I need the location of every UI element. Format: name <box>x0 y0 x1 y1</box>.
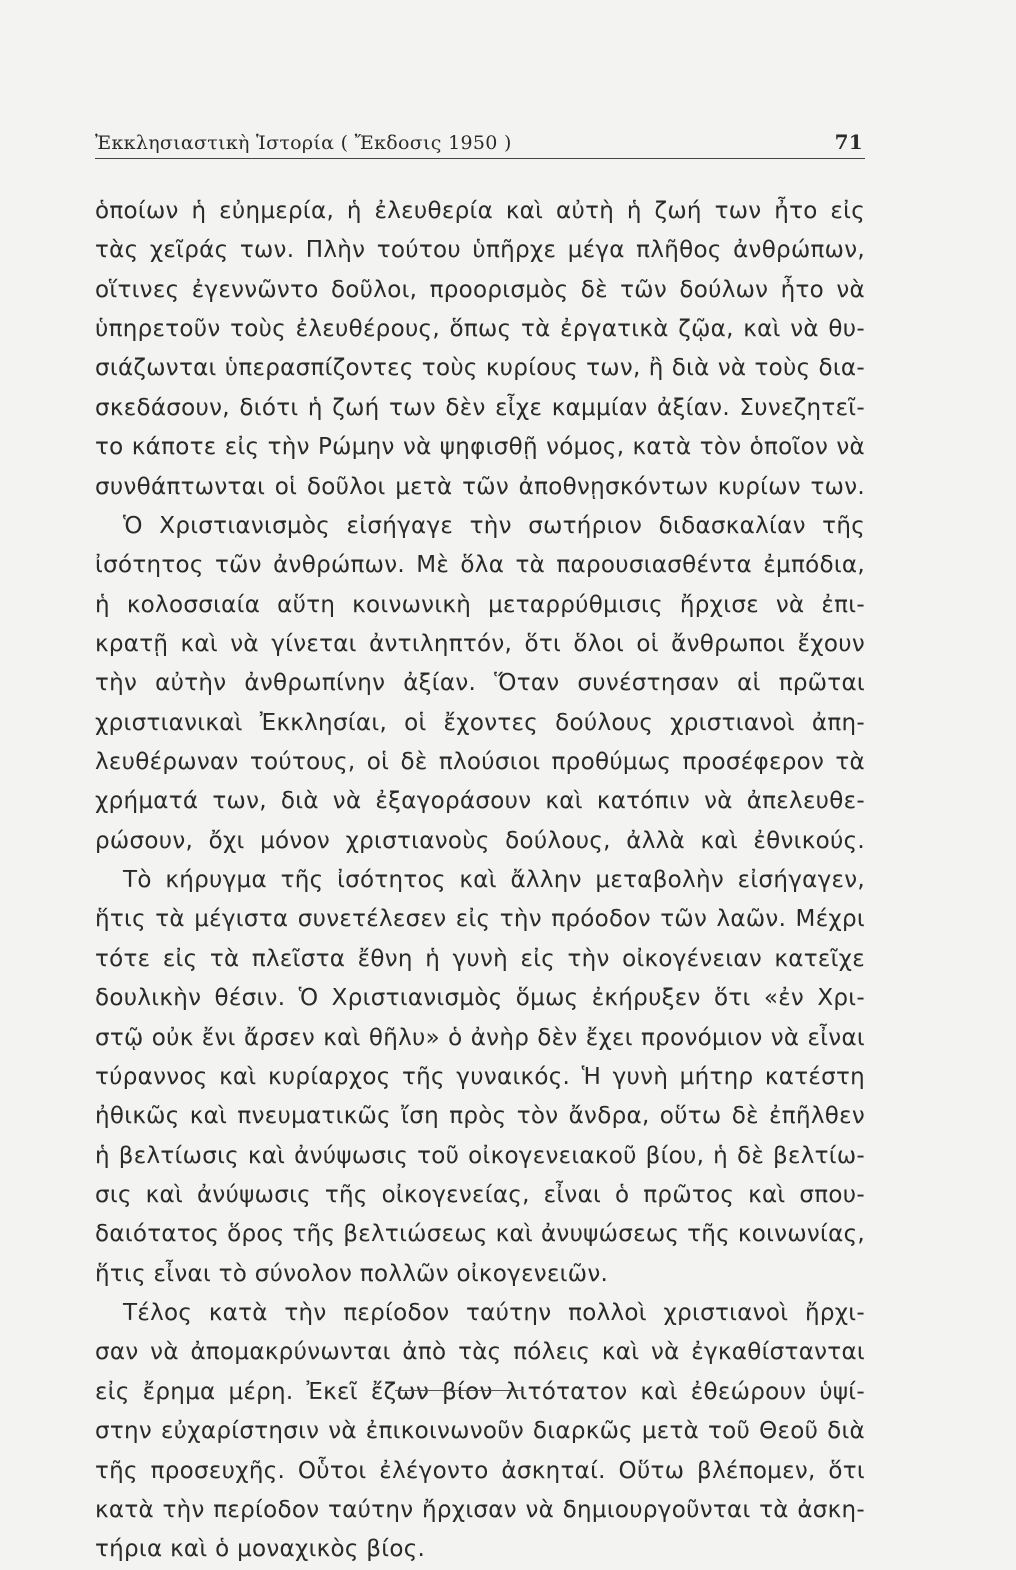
text-line: ἥτις εἶναι τὸ σύνολον πολλῶν οἰκογενειῶν. <box>95 1260 609 1287</box>
body-text <box>95 192 865 1570</box>
text-line: σκεδάσουν, διότι ἡ ζωή των δὲν εἶχε καμμίαν ἀξίαν. Συνεζητεῖ- <box>95 394 865 421</box>
text-line: τότε εἰς τὰ πλεῖστα ἔθνη ἡ γυνὴ εἰς τὴν οἰκογένειαν κατεῖχε <box>95 945 865 972</box>
text-line: οἵτινες ἐγεννῶντο δοῦλοι, προορισμὸς δὲ τῶν δούλων ἦτο νὰ <box>95 276 865 303</box>
text-line: στῷ οὐκ ἔνι ἄρσεν καὶ θῆλυ» ὁ ἀνὴρ δὲν ἔχει προνόμιον νὰ εἶναι <box>95 1024 865 1051</box>
text-line: συνθάπτωνται οἱ δοῦλοι μετὰ τῶν ἀποθνῃσκόντων κυρίων των. <box>95 473 865 500</box>
running-header <box>95 130 865 159</box>
text-line: ὑπηρετοῦν τοὺς ἐλευθέρους, ὅπως τὰ ἐργατικὰ ζῷα, καὶ νὰ θυ- <box>95 316 865 343</box>
text-line: ἡ βελτίωσις καὶ ἀνύψωσις τοῦ οἰκογενειακοῦ βίου, ἡ δὲ βελτίω- <box>95 1142 865 1169</box>
text-line: τὰς χεῖράς των. Πλὴν τούτου ὑπῆρχε μέγα πλῆθος ἀνθρώπων, <box>95 237 865 264</box>
text-line: χρήματά των, διὰ νὰ ἐξαγοράσουν καὶ κατόπιν νὰ ἀπελευθε- <box>95 788 865 815</box>
header-title: Ἐκκλησιαστικὴ Ἱστορία ( Ἔκδοσις 1950 ) <box>95 132 512 154</box>
text-line: Τὸ κήρυγμα τῆς ἰσότητος καὶ ἄλλην μεταβολὴν εἰσήγαγεν, <box>123 867 865 894</box>
text-line: σιάζωνται ὑπερασπίζοντες τοὺς κυρίους των, ἢ διὰ νὰ τοὺς δια- <box>95 355 865 382</box>
text-line: τήρια καὶ ὁ μοναχικὸς βίος. <box>95 1536 426 1563</box>
text-line: ρώσουν, ὄχι μόνον χριστιανοὺς δούλους, ἀλλὰ καὶ ἐθνικούς. <box>95 827 865 854</box>
text-line: τύραννος καὶ κυρίαρχος τῆς γυναικός. Ἡ γυνὴ μήτηρ κατέστη <box>95 1063 865 1090</box>
text-line: Τέλος κατὰ τὴν περίοδον ταύτην πολλοὶ χριστιανοὶ ἤρχι- <box>123 1300 865 1327</box>
text-line: χριστιανικαὶ Ἐκκλησίαι, οἱ ἔχοντες δούλους χριστιανοὶ ἀπη- <box>95 709 865 736</box>
text-line: σις καὶ ἀνύψωσις τῆς οἰκογενείας, εἶναι ὁ πρῶτος καὶ σπου- <box>95 1181 865 1208</box>
text-line: κατὰ τὴν περίοδον ταύτην ἤρχισαν νὰ δημιουργοῦνται τὰ ἀσκη- <box>95 1496 865 1523</box>
text-line: τὴν αὐτὴν ἀνθρωπίνην ἀξίαν. Ὅταν συνέστησαν αἱ πρῶται <box>95 670 865 697</box>
text-line: δαιότατος ὅρος τῆς βελτιώσεως καὶ ἀνυψώσεως τῆς κοινωνίας, <box>95 1221 865 1248</box>
text-line: Ὁ Χριστιανισμὸς εἰσήγαγε τὴν σωτήριον διδασκαλίαν τῆς <box>123 512 865 539</box>
text-line: δουλικὴν θέσιν. Ὁ Χριστιανισμὸς ὅμως ἐκήρυξεν ὅτι «ἐν Χρι- <box>95 985 865 1012</box>
page-number: 71 <box>834 130 863 154</box>
text-line: το κάποτε εἰς τὴν Ρώμην νὰ ψηφισθῇ νόμος, κατὰ τὸν ὁποῖον νὰ <box>95 434 865 461</box>
text-line: ὁποίων ἡ εὐημερία, ἡ ἐλευθερία καὶ αὐτὴ ἡ ζωή των ἦτο εἰς <box>95 198 865 224</box>
text-line: εἰς ἔρημα μέρη. Ἐκεῖ ἔζων βίον λιτότατον καὶ ἐθεώρουν ὑψί- <box>95 1378 865 1405</box>
text-line: ἠθικῶς καὶ πνευματικῶς ἴση πρὸς τὸν ἄνδρα, οὕτω δὲ ἐπῆλθεν <box>95 1103 865 1130</box>
text-line: σαν νὰ ἀπομακρύνωνται ἀπὸ τὰς πόλεις καὶ νὰ ἐγκαθίστανται <box>95 1339 865 1366</box>
text-line: τῆς προσευχῆς. Οὗτοι ἐλέγοντο ἀσκηταί. Οὕτω βλέπομεν, ὅτι <box>95 1457 865 1484</box>
text-line: ἥτις τὰ μέγιστα συνετέλεσεν εἰς τὴν πρόοδον τῶν λαῶν. Μέχρι <box>95 906 865 933</box>
text-line: στην εὐχαρίστησιν νὰ ἐπικοινωνοῦν διαρκῶς μετὰ τοῦ Θεοῦ διὰ <box>95 1418 865 1445</box>
text-line: λευθέρωναν τούτους, οἱ δὲ πλούσιοι προθύμως προσέφερον τὰ <box>95 749 865 776</box>
end-rule <box>395 1390 523 1391</box>
text-line: κρατῇ καὶ νὰ γίνεται ἀντιληπτόν, ὅτι ὅλοι οἱ ἄνθρωποι ἔχουν <box>95 630 865 657</box>
text-line: ἡ κολοσσιαία αὕτη κοινωνικὴ μεταρρύθμισις ἤρχισε νὰ ἐπι- <box>95 591 865 618</box>
text-line: ἰσότητος τῶν ἀνθρώπων. Μὲ ὅλα τὰ παρουσιασθέντα ἐμπόδια, <box>95 552 865 579</box>
